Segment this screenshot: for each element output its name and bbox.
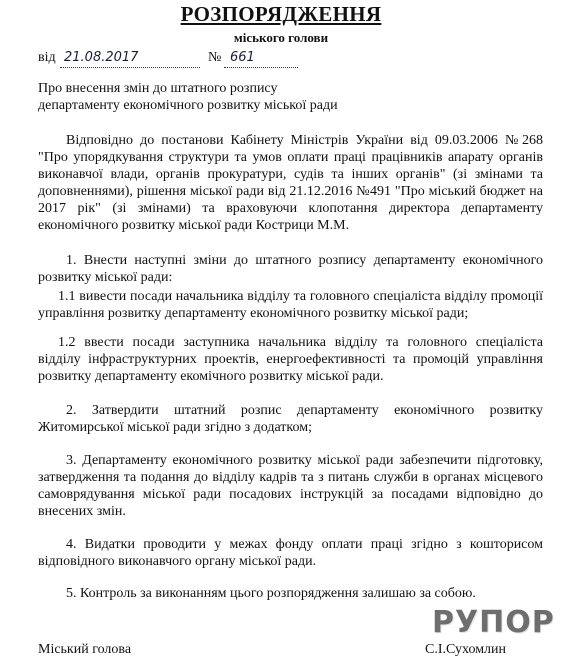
watermark-logo: РУПОР xyxy=(432,605,555,640)
signatory-position: Міський голова xyxy=(38,642,132,657)
subject-line-2: департаменту економічного розвитку міської ради xyxy=(38,98,338,113)
date-value: 21.08.2017 xyxy=(64,50,139,65)
item-4: 4. Видатки проводити у межах фонду оплати праці згідно з кошторисом відповідного виконавчого органу міської ради. xyxy=(38,537,543,569)
number-label: № xyxy=(208,50,222,65)
subject-line-1: Про внесення змін до штатного розпису xyxy=(38,81,278,96)
item-1: 1. Внести наступні зміни до штатного розпису департаменту економічного розвитку міської ради: xyxy=(38,253,543,285)
item-1-2: 1.2 ввести посади заступника начальника відділу та головного спеціаліста відділу інфраструктурних проектів, енергоефективності та промоцій управління розвитку департаменту екомічного розвитку міської ради. xyxy=(38,335,543,384)
signatory-name: С.І.Сухомлин xyxy=(425,642,507,657)
document-title: РОЗПОРЯДЖЕННЯ xyxy=(180,2,382,26)
document-subtitle: міського голови xyxy=(233,30,329,45)
item-3: 3. Департаменту економічного розвитку міської ради забезпечити підготовку, затвердження та подання до відділу кадрів та з питань служби в органах місцевого самоврядування міської ради посадових інструкцій за посадами відповідно до внесених змін. xyxy=(38,453,543,519)
preamble-paragraph: Відповідно до постанови Кабінету Міністрів України від 09.03.2006 №268 "Про упорядкування структури та умов оплати праці працівників апарату органів виконавчої влади, органів прокуратури, судів та інших органів" (зі змінами та доповненнями), рішення міської ради від 21.12.2016 №491 "Про міський бюджет на 2017 рік" (зі змінами) та враховуючи клопотання директора департаменту економічного розвитку міської ради Кострици М.М. xyxy=(38,133,543,233)
reference-line xyxy=(38,50,398,70)
item-2: 2. Затвердити штатний розпис департаменту економічного розвитку Житомирської міської ради згідно з додатком; xyxy=(38,403,543,435)
document-subject xyxy=(38,80,338,114)
date-label: від xyxy=(38,50,56,65)
number-value: 661 xyxy=(230,50,255,65)
item-1-1: 1.1 вивести посади начальника відділу та головного спеціаліста відділу промоції управління розвитку департаменту економічного розвитку міської ради; xyxy=(38,289,543,321)
item-5: 5. Контроль за виконанням цього розпорядження залишаю за собою. xyxy=(66,586,476,601)
